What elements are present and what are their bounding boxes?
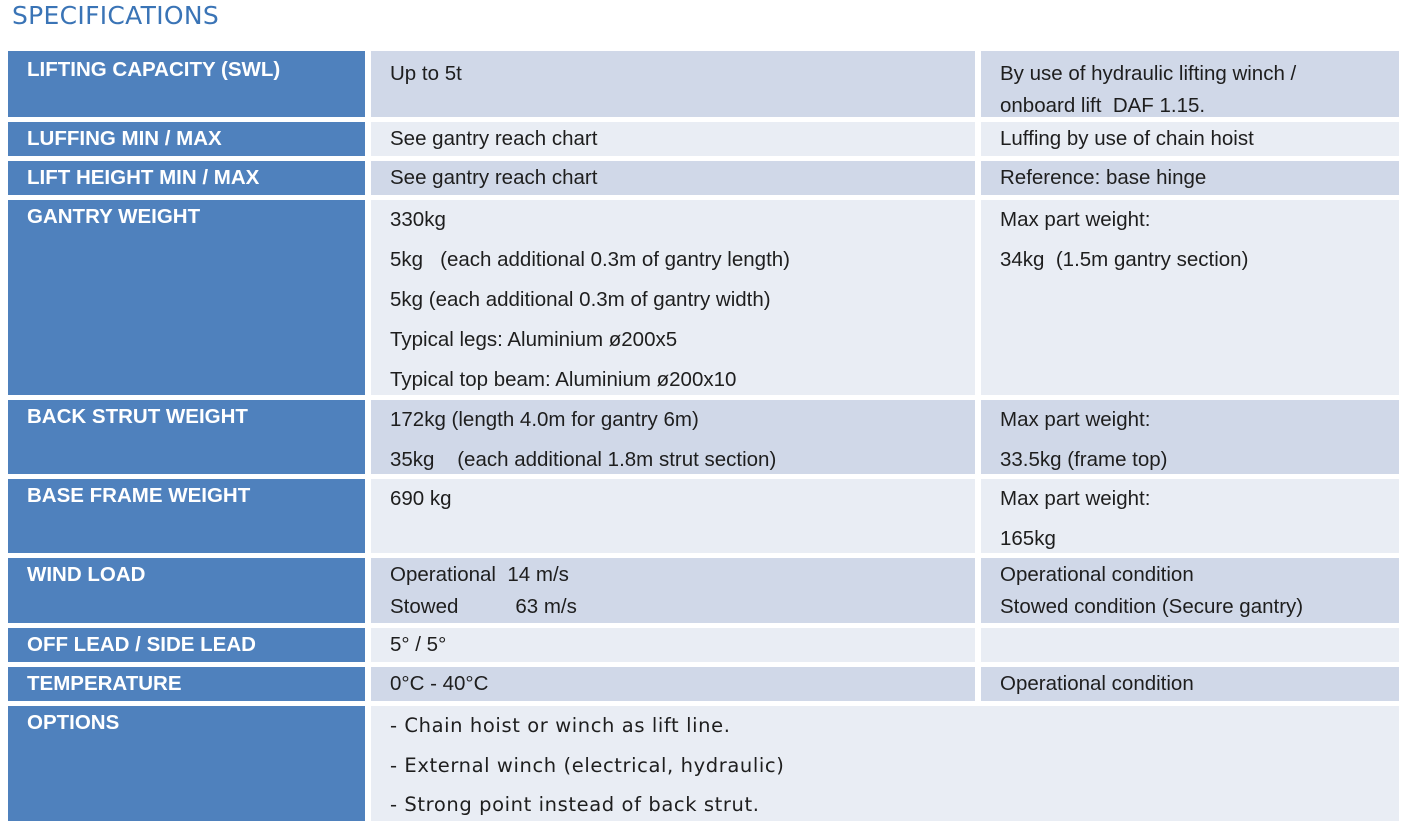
row-label-gantry-weight bbox=[8, 200, 365, 395]
row-value-lifting-capacity bbox=[371, 51, 975, 117]
row-value-gantry-weight bbox=[371, 200, 975, 395]
note-line: Operational condition bbox=[1000, 563, 1194, 586]
note-line: Operational condition bbox=[1000, 672, 1194, 695]
value-line: Stowed 63 m/s bbox=[390, 595, 577, 618]
row-note-lift-height bbox=[981, 161, 1399, 195]
value-line: See gantry reach chart bbox=[390, 127, 598, 150]
label-text: BASE FRAME WEIGHT bbox=[27, 484, 251, 507]
row-label-back-strut-weight bbox=[8, 400, 365, 474]
row-note-luffing bbox=[981, 122, 1399, 156]
note-line: Stowed condition (Secure gantry) bbox=[1000, 595, 1304, 618]
value-line: Operational 14 m/s bbox=[390, 563, 569, 586]
row-note-lifting-capacity bbox=[981, 51, 1399, 117]
option-item: - Chain hoist or winch as lift line. bbox=[390, 714, 731, 737]
row-note-back-strut-weight bbox=[981, 400, 1399, 474]
note-line: By use of hydraulic lifting winch / bbox=[1000, 62, 1297, 85]
option-item: - External winch (electrical, hydraulic) bbox=[390, 753, 785, 777]
value-line: 35kg (each additional 1.8m strut section) bbox=[390, 448, 777, 471]
row-note-wind-load bbox=[981, 558, 1399, 623]
value-line: 5kg (each additional 0.3m of gantry width) bbox=[390, 288, 771, 311]
label-text: BACK STRUT WEIGHT bbox=[27, 405, 248, 428]
row-value-lift-height bbox=[371, 161, 975, 195]
row-value-back-strut-weight bbox=[371, 400, 975, 474]
spec-table bbox=[8, 51, 1399, 821]
note-line: Max part weight: bbox=[1000, 208, 1151, 231]
note-line: 33.5kg (frame top) bbox=[1000, 448, 1168, 471]
option-item: - Strong point instead of back strut. bbox=[390, 793, 760, 816]
value-line: 172kg (length 4.0m for gantry 6m) bbox=[390, 408, 699, 431]
value-line: See gantry reach chart bbox=[390, 166, 598, 189]
row-value-off-lead bbox=[371, 628, 975, 662]
label-text: GANTRY WEIGHT bbox=[27, 205, 201, 228]
label-text: LIFT HEIGHT MIN / MAX bbox=[27, 166, 260, 189]
note-line: onboard lift DAF 1.15. bbox=[1000, 94, 1206, 117]
row-label-base-frame-weight bbox=[8, 479, 365, 553]
label-text: TEMPERATURE bbox=[27, 672, 182, 695]
row-value-wind-load bbox=[371, 558, 975, 623]
row-label-temperature bbox=[8, 667, 365, 701]
note-line: Luffing by use of chain hoist bbox=[1000, 127, 1254, 150]
note-line: 165kg bbox=[1000, 527, 1056, 550]
row-label-luffing bbox=[8, 122, 365, 156]
row-value-temperature bbox=[371, 667, 975, 701]
row-label-options bbox=[8, 706, 365, 821]
row-label-wind-load bbox=[8, 558, 365, 623]
value-line: 5kg (each additional 0.3m of gantry length) bbox=[390, 248, 790, 271]
row-value-luffing bbox=[371, 122, 975, 156]
note-line: Max part weight: bbox=[1000, 408, 1151, 431]
value-line: 0°C - 40°C bbox=[390, 672, 489, 695]
label-text: OPTIONS bbox=[27, 711, 120, 734]
row-note-temperature bbox=[981, 667, 1399, 701]
value-line: 330kg bbox=[390, 208, 446, 231]
row-label-lifting-capacity bbox=[8, 51, 365, 117]
label-text: LUFFING MIN / MAX bbox=[27, 127, 222, 150]
row-note-off-lead bbox=[981, 628, 1399, 662]
label-text: LIFTING CAPACITY (SWL) bbox=[27, 58, 281, 81]
label-text: WIND LOAD bbox=[27, 563, 146, 586]
value-line: Up to 5t bbox=[390, 62, 462, 85]
row-label-off-lead bbox=[8, 628, 365, 662]
row-note-base-frame-weight bbox=[981, 479, 1399, 553]
row-label-lift-height bbox=[8, 161, 365, 195]
value-line: 690 kg bbox=[390, 487, 452, 510]
label-text: OFF LEAD / SIDE LEAD bbox=[27, 633, 256, 656]
note-line: 34kg (1.5m gantry section) bbox=[1000, 248, 1249, 271]
value-line: Typical legs: Aluminium ø200x5 bbox=[390, 328, 678, 351]
row-note-gantry-weight bbox=[981, 200, 1399, 395]
row-value-base-frame-weight bbox=[371, 479, 975, 553]
page-title: SPECIFICATIONS bbox=[12, 1, 220, 30]
value-line: Typical top beam: Aluminium ø200x10 bbox=[390, 368, 737, 391]
note-line: Reference: base hinge bbox=[1000, 166, 1207, 189]
note-line: Max part weight: bbox=[1000, 487, 1151, 510]
value-line: 5° / 5° bbox=[390, 633, 447, 656]
row-value-options bbox=[371, 706, 1399, 821]
